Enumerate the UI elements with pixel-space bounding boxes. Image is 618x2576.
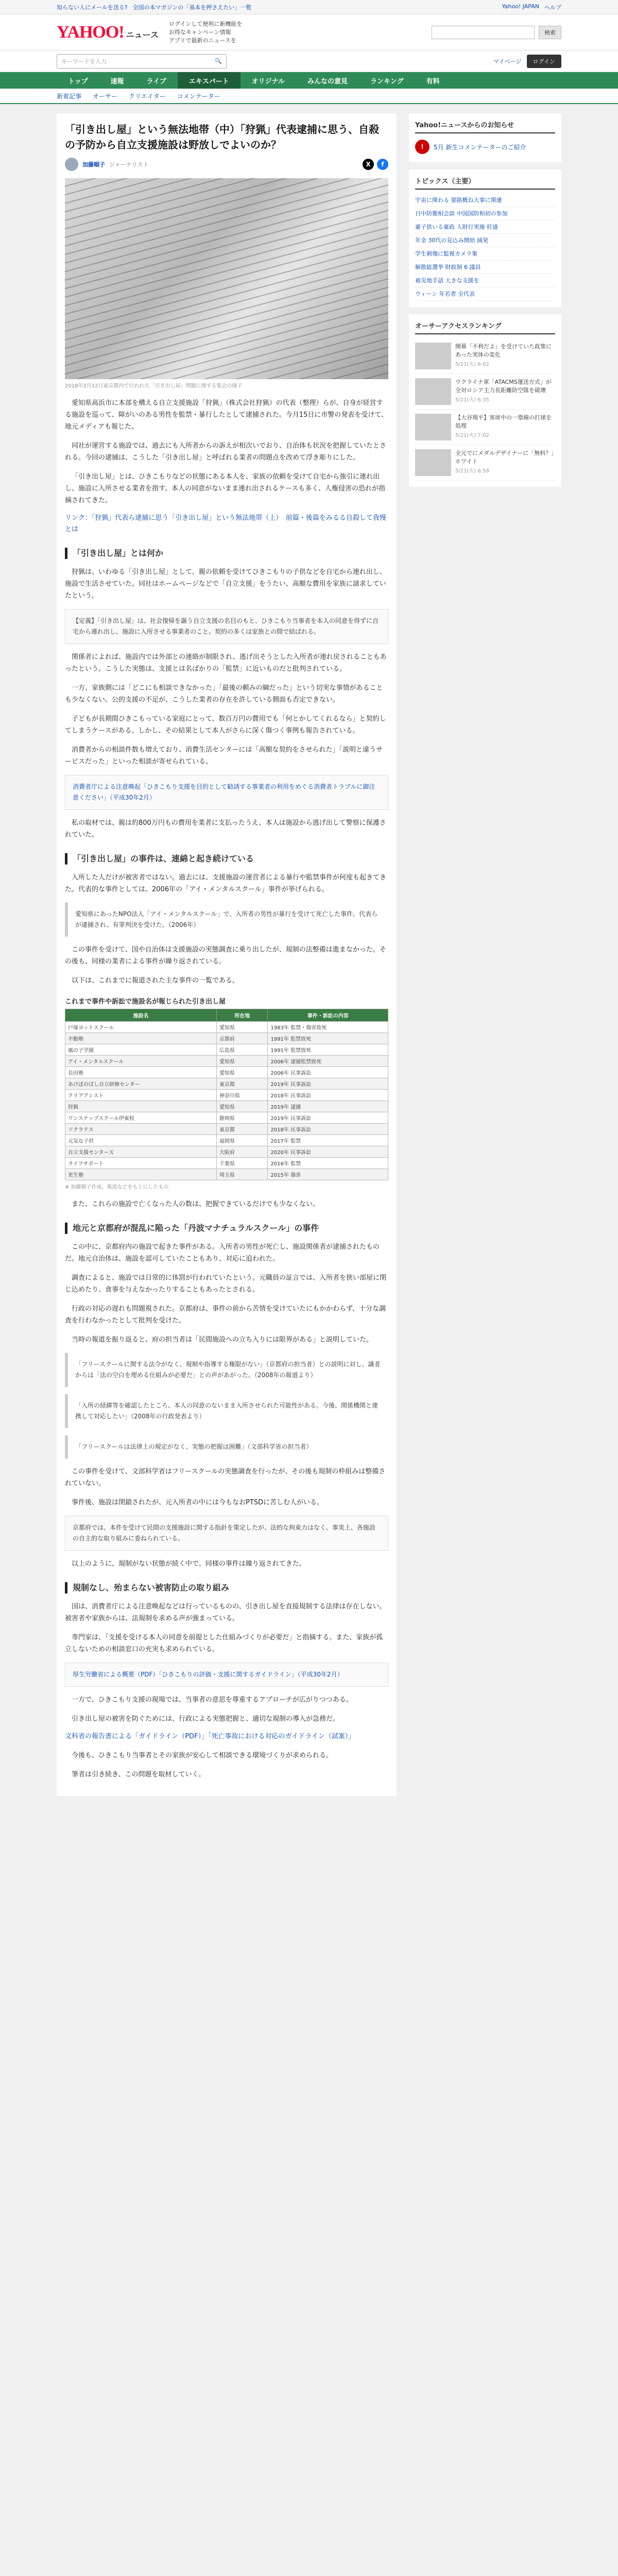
info-item-text: 5月 新生コメンテーターのご紹介 bbox=[434, 143, 526, 151]
subnav-creator[interactable]: クリエイター bbox=[129, 92, 166, 100]
blockquote: 「入所の経緯等を確認したところ、本人の同意のないまま入所させられた可能性がある。今後、関係機関と連携して対応したい」（2008年の行政発表より） bbox=[65, 1394, 388, 1428]
paragraph: 以下は、これまでに報道された主な事件の一覧である。 bbox=[72, 977, 239, 985]
topbar-link-2[interactable]: 全国の本マガジンの「基本を押さえたい」一覧 bbox=[132, 4, 252, 11]
ranking-date: 5/21(火) 6:35 bbox=[455, 397, 489, 403]
help-link[interactable]: ヘルプ bbox=[544, 4, 561, 11]
login-button[interactable]: ログイン bbox=[527, 55, 561, 68]
promo-link-1[interactable]: ログインして便利に新機能を bbox=[168, 20, 243, 27]
topic-item[interactable]: 日中防衛相会談 中国国防相初の参加 bbox=[415, 207, 555, 221]
table-cell: 愛知県 bbox=[216, 1067, 268, 1078]
tab-paid[interactable]: 有料 bbox=[426, 77, 440, 86]
ranking-list bbox=[415, 338, 555, 481]
table-cell: 1991年 監禁致死 bbox=[268, 1033, 388, 1044]
subnav-commentator[interactable]: コメンテーター bbox=[177, 92, 220, 100]
topbar-left bbox=[57, 3, 251, 11]
ranking-text-block bbox=[455, 449, 555, 476]
paragraph: 「引き出し屋」とは、ひきこもりなどの状態にある本人を、家族の依頼を受けて自宅から強引に連れ出し、施設に入所させる業者を指す。本人の同意がないまま連れ出されるケースも多く、人権侵害の恐れが指摘されてきた。 bbox=[65, 473, 386, 504]
table-cell: 埼玉県 bbox=[216, 1169, 268, 1180]
table-cell: 2020年 民事訴訟 bbox=[268, 1146, 388, 1158]
topics-box bbox=[409, 170, 561, 307]
table-cell: 2019年 民事訴訟 bbox=[268, 1112, 388, 1124]
table-row bbox=[65, 1101, 388, 1112]
consumer-agency-link-box bbox=[65, 775, 388, 810]
section-heading: 「引き出し屋」の事件は、連綿と起き続けている bbox=[65, 853, 388, 865]
article-photo bbox=[65, 178, 388, 379]
table-row bbox=[65, 1135, 388, 1146]
table-cell: 京都府 bbox=[216, 1033, 268, 1044]
paragraph: この中に、京都府内の施設で起きた事件がある。入所者の男性が死亡し、施設関係者が逮捕されたものだ。地元自治体は、施設を認可していたこともあり、対応に追われた。 bbox=[65, 1243, 380, 1263]
paragraph: この事件を受けて、国や自治体は支援施設の実態調査に乗り出したが、規制の法整備は進まなかった。その後も、同様の業者による事件が繰り返されている。 bbox=[65, 946, 386, 965]
paragraph: 狩猟は、いわゆる「引き出し屋」として、親の依頼を受けてひきこもりの子供などを自宅から連れ出し、施設で生活させていた。同社はホームページなどで「自立支援」をうたい、高額な費用を家族に請求していたという。 bbox=[65, 568, 386, 600]
sub-nav bbox=[0, 89, 618, 104]
subhead-right bbox=[493, 55, 561, 68]
table-cell: ライフサポート bbox=[65, 1158, 217, 1169]
search-icon[interactable]: 🔍 bbox=[215, 58, 222, 64]
ranking-text-block bbox=[455, 378, 555, 405]
topbar-link-1[interactable]: 知らない人にメールを送る? bbox=[57, 4, 128, 11]
share-buttons bbox=[363, 159, 388, 170]
incident-table bbox=[65, 1009, 388, 1180]
article-title: 「引き出し屋」という無法地帯（中）「狩猟」代表逮捕に思う、自殺の予防から自立支援施設は野放しでよいのか？ bbox=[65, 123, 379, 151]
table-row bbox=[65, 1158, 388, 1169]
mhlw-guideline-link[interactable]: 厚生労働省による概要（PDF）「ひきこもりの評価・支援に関するガイドライン」（平成30年2月） bbox=[73, 1671, 344, 1678]
site-logo[interactable] bbox=[57, 23, 159, 42]
main-nav bbox=[0, 72, 618, 89]
table-row bbox=[65, 1090, 388, 1101]
paragraph: また、これらの施設で亡くなった人の数は、把握できているだけでも少なくない。 bbox=[72, 1200, 320, 1208]
table-cell: 静岡県 bbox=[216, 1112, 268, 1124]
paragraph: 一方で、ひきこもり支援の現場では、当事者の意思を尊重するアプローチが広がりつつある。 bbox=[72, 1696, 353, 1704]
ranking-box bbox=[409, 314, 561, 487]
article-meta bbox=[65, 158, 388, 171]
table-cell: 福岡県 bbox=[216, 1135, 268, 1146]
table-cell: 狩猟 bbox=[65, 1101, 217, 1112]
sub-header bbox=[0, 50, 618, 72]
tab-original[interactable]: オリジナル bbox=[251, 77, 285, 86]
table-caption: ※ 加藤順子作成。報道などをもとにしたもの bbox=[65, 1184, 169, 1190]
topic-item[interactable]: 豪子供いる豪政 人財行実施 旺盛 bbox=[415, 221, 555, 234]
paragraph: 同社が運営する施設では、過去にも入所者からの訴えが相次いでおり、自治体も状況を把握していたとされる。今回の逮捕は、こうした「引き出し屋」と呼ばれる業者の問題点を改めて浮き彫りにした。 bbox=[65, 442, 387, 462]
yahoo-japan-link[interactable]: Yahoo! JAPAN bbox=[502, 3, 539, 10]
paragraph: 以上のように、規制がない状態が続く中で、同様の事件は繰り返されてきた。 bbox=[72, 1560, 306, 1568]
tab-breaking[interactable]: 速報 bbox=[110, 77, 124, 86]
topic-item[interactable]: 宇宙に関わる 要路概ね大事に関連 bbox=[415, 194, 555, 207]
author-name[interactable]: 加藤順子 bbox=[82, 161, 105, 168]
table-row bbox=[65, 1124, 388, 1135]
table-cell: 千葉県 bbox=[216, 1158, 268, 1169]
paragraph: 消費者からの相談件数も増えており、消費生活センターには「高額な契約をさせられた」「説明と違うサービスだった」といった相談が寄せられている。 bbox=[65, 746, 383, 766]
tab-expert[interactable]: エキスパート bbox=[178, 72, 241, 89]
ranking-title: 開幕「不利だよ」を受けていた政策にあった実体の変化 bbox=[455, 343, 552, 358]
table-header: 所在地 bbox=[216, 1009, 268, 1022]
related-link[interactable]: リンク：「狩猟」代表ら逮捕に思う「引き出し屋」という無法地帯（上） 前篇・後篇をみるる自殺して我慢とは bbox=[65, 514, 386, 533]
section-heading: 「引き出し屋」とは何か bbox=[65, 548, 388, 559]
paragraph: 私の取材では、親は約800万円もの費用を業者に支払ったうえ、本人は施設から逃げ出して警察に保護されていた。 bbox=[65, 819, 386, 839]
notice-icon: ! bbox=[415, 140, 430, 154]
definition-box: 【定義】「引き出し屋」は、社会復帰を謳う自立支援の名目のもと、ひきこもり当事者を本人の同意を得ずに自宅から連れ出し、施設に入所させる事業者のこと。契約の多くは家族との間で結ばれる。 bbox=[65, 609, 388, 644]
table-cell: 広島県 bbox=[216, 1044, 268, 1056]
topbar-right bbox=[502, 3, 561, 11]
mypage-link[interactable]: マイページ bbox=[493, 58, 522, 65]
table-cell: 愛知県 bbox=[216, 1056, 268, 1067]
table-cell: 2006年 民事訴訟 bbox=[268, 1067, 388, 1078]
table-cell: アイ・メンタルスクール bbox=[65, 1056, 217, 1067]
promo-link-2[interactable]: お得なキャンペーン情報 bbox=[168, 28, 231, 36]
paragraph: この事件を受けて、文部科学省はフリースクールの実態調査を行ったが、その後も規制の枠組みは整備されていない。 bbox=[65, 1468, 386, 1487]
table-cell: 2019年 民事訴訟 bbox=[268, 1078, 388, 1090]
topics-header: トピックス（主要） bbox=[415, 176, 555, 190]
paragraph: 愛知県高浜市に本部を構える自立支援施設「狩猟」（株式会社狩猟）の代表（整理）らが、自身が経営する施設を巡って、障がいのある男性を監禁・暴行したとして逮捕された。今月15日に市警の発表を受けて、地元メディアも報じた。 bbox=[65, 399, 388, 431]
ranking-item[interactable] bbox=[415, 338, 555, 374]
consumer-agency-link[interactable]: 消費者庁による注意喚起「ひきこもり支援を目的として勧誘する事業者の利用をめぐる消費者トラブルに御注意ください」（平成30年2月） bbox=[73, 783, 375, 801]
table-header: 事件・訴訟の内容 bbox=[268, 1009, 388, 1022]
ranking-thumbnail bbox=[415, 378, 451, 405]
yahoo-logo: YAHOO! bbox=[57, 22, 124, 42]
ranking-date: 5/21(火) 6:02 bbox=[455, 362, 489, 367]
ranking-thumbnail bbox=[415, 343, 451, 369]
table-cell: 1983年 監禁・傷害致死 bbox=[268, 1022, 388, 1033]
table-cell: 2018年 民事訴訟 bbox=[268, 1124, 388, 1135]
paragraph: 入所した人だけが被害者ではない。過去には、支援施設の運営者による暴行や監禁事件が何度も起きてきた。代表的な事件としては、2006年の「アイ・メンタルスクール」事件が挙げられる。 bbox=[65, 874, 387, 893]
ranking-title: 全元でにメダルデザイナーに「無料？」ホワイト bbox=[455, 450, 554, 465]
author-role: ジャーナリスト bbox=[109, 161, 149, 168]
ranking-item[interactable] bbox=[415, 410, 555, 445]
header-search-input[interactable] bbox=[432, 26, 535, 39]
table-cell: 不動塾 bbox=[65, 1033, 217, 1044]
info-item[interactable] bbox=[415, 138, 555, 156]
blockquote: 「フリースクールに関する法令がなく、規制や指導する権限がない」（京都府の担当者）との説明に対し、識者からは「法の空白を埋める仕組みが必要だ」との声があがった。（2008年の報道より） bbox=[65, 1353, 388, 1387]
photo-caption: 2018年2月12日東京都内で行われた「引き出し屋」問題に関する集会の様子 bbox=[65, 383, 243, 389]
table-cell: 自立支援センターＸ bbox=[65, 1146, 217, 1158]
site-header bbox=[0, 14, 618, 50]
table-cell: 元気な子供 bbox=[65, 1135, 217, 1146]
table-cell: 長田塾 bbox=[65, 1067, 217, 1078]
ranking-header: オーサーアクセスランキング bbox=[415, 320, 555, 334]
blockquote: 「フリースクールは法律上の規定がなく、実態の把握は困難」（文部科学省の担当者） bbox=[65, 1435, 388, 1459]
paragraph: 事件後、施設は閉鎖されたが、元入所者の中には今もなおPTSDに苦しむ人がいる。 bbox=[72, 1499, 324, 1506]
paragraph: 引き出し屋の被害を防ぐためには、行政による実態把握と、適切な規制の導入が急務だ。 bbox=[72, 1715, 340, 1723]
ranking-item[interactable] bbox=[415, 374, 555, 410]
table-cell: あけぼのばし自立研修センター bbox=[65, 1078, 217, 1090]
table-row bbox=[65, 1044, 388, 1056]
table-cell: 愛知県 bbox=[216, 1101, 268, 1112]
ranking-item[interactable] bbox=[415, 445, 555, 481]
table-row bbox=[65, 1033, 388, 1044]
paragraph: 専門家は、「支援を受ける本人の同意を前提とした仕組みづくりが必要だ」と指摘する。また、家族が孤立しないための相談窓口の充実も求められている。 bbox=[65, 1634, 383, 1653]
table-cell: 東京都 bbox=[216, 1078, 268, 1090]
paragraph: 子どもが長期間ひきこもっている家庭にとって、数百万円の費用でも「何とかしてくれるなら」と契約してしまうケースがある。しかし、その結果として本人がさらに深く傷つく事例も報告されている。 bbox=[65, 715, 386, 735]
x-share-icon[interactable]: X bbox=[363, 159, 374, 170]
subnav-latest[interactable]: 新着記事 bbox=[57, 92, 82, 100]
topics-list bbox=[415, 194, 555, 301]
paragraph: 今後も、ひきこもり当事者とその家族が安心して相談できる環境づくりが求められる。 bbox=[72, 1752, 333, 1759]
table-cell: 2019年 逮捕 bbox=[268, 1101, 388, 1112]
tab-live[interactable]: ライブ bbox=[146, 77, 166, 86]
table-cell: 東京都 bbox=[216, 1124, 268, 1135]
promo-link-3[interactable]: アプリで最新のニュースを bbox=[168, 37, 236, 44]
news-search-input[interactable] bbox=[57, 54, 227, 69]
table-cell: 神奈川県 bbox=[216, 1090, 268, 1101]
blockquote: 愛知県にあったNPO法人「アイ・メンタルスクール」で、入所者の男性が暴行を受けて死亡した事件。代表らが逮捕され、有罪判決を受けた。（2006年） bbox=[65, 903, 388, 937]
ranking-thumbnail bbox=[415, 449, 451, 476]
ranking-title: ウクライナ軍「ATACMS運送方式」が全対ロシア主力長距離防空隊を破壊 bbox=[455, 379, 552, 394]
table-row bbox=[65, 1067, 388, 1078]
tab-top[interactable]: トップ bbox=[68, 77, 88, 86]
table-header: 施設名 bbox=[65, 1009, 217, 1022]
table-cell: 2016年 監禁 bbox=[268, 1158, 388, 1169]
article-main bbox=[57, 113, 397, 1796]
header-search-button[interactable]: 検索 bbox=[539, 26, 561, 39]
incident-table-section bbox=[65, 996, 388, 1191]
paragraph: 調査によると、施設では日常的に体罰が行われていたという。元職員の証言では、入所者を狭い部屋に閉じ込めたり、食事を与えなかったりすることもあったとされる。 bbox=[65, 1274, 387, 1294]
subnav-author[interactable]: オーサー bbox=[93, 92, 118, 100]
table-cell: クリアアシスト bbox=[65, 1090, 217, 1101]
header-promo-links bbox=[169, 20, 242, 45]
topic-item[interactable]: 学生刺傷に監視カメラ案 bbox=[415, 247, 555, 261]
paragraph: 関係者によれば、施設内では外部との連絡が制限され、逃げ出そうとした入所者が連れ戻されることもあったという。こうした実態は、支援とは名ばかりの「監禁」に近いものだと批判されている。 bbox=[65, 653, 387, 673]
table-cell: 戸塚ヨットスクール bbox=[65, 1022, 217, 1033]
news-search-placeholder: キーワードを入力 bbox=[61, 58, 107, 65]
facebook-share-icon[interactable]: f bbox=[377, 159, 388, 170]
table-row bbox=[65, 1112, 388, 1124]
paragraph: 行政の対応の遅れも問題視された。京都府は、事件の前から苦情を受けていたにもかかわらず、十分な調査を行わなかったとして批判を受けた。 bbox=[65, 1305, 386, 1325]
paragraph: 一方、家族側には「どこにも相談できなかった」「最後の頼みの綱だった」という切実な事情があることも少なくない。公的支援の不足が、こうした業者の存在を許している側面も否定できない。 bbox=[65, 684, 383, 704]
tab-opinions[interactable]: みんなの意見 bbox=[307, 77, 348, 86]
ranking-title: 【大谷翔平】客席中の一塁線の打球を処理 bbox=[455, 414, 552, 429]
sidebar bbox=[409, 113, 561, 1796]
info-header: Yahoo!ニュースからのお知らせ bbox=[415, 120, 555, 133]
section-heading: 規制なし、殆まらない被害防止の取り組み bbox=[65, 1582, 388, 1594]
ranking-text-block bbox=[455, 343, 555, 369]
table-cell: ワンステップスクール伊東校 bbox=[65, 1112, 217, 1124]
table-cell: 2015年 傷害 bbox=[268, 1169, 388, 1180]
tab-ranking[interactable]: ランキング bbox=[370, 77, 404, 86]
table-row bbox=[65, 1146, 388, 1158]
table-cell: 大阪府 bbox=[216, 1146, 268, 1158]
ranking-date: 5/21(火) 6:58 bbox=[455, 468, 489, 474]
table-row bbox=[65, 1022, 388, 1033]
topic-item[interactable]: 年金 30代の見込み開始 減発 bbox=[415, 234, 555, 247]
ranking-date: 5/21(火) 7:02 bbox=[455, 433, 489, 438]
section-heading: 地元と京都府が混乱に陥った「丹波マナチュラルスクール」の事件 bbox=[65, 1223, 388, 1234]
table-cell: 1991年 監禁致死 bbox=[268, 1044, 388, 1056]
ranking-text-block bbox=[455, 414, 555, 440]
topic-item[interactable]: 被災地手話 大きな支援を bbox=[415, 274, 555, 287]
table-row bbox=[65, 1078, 388, 1090]
news-logo-label: ニュース bbox=[126, 29, 159, 40]
topic-item[interactable]: 解散総選挙 財政制 6 議員 bbox=[415, 261, 555, 274]
table-row bbox=[65, 1169, 388, 1180]
header-search bbox=[432, 26, 561, 39]
table-cell: 更生塾 bbox=[65, 1169, 217, 1180]
mext-guideline-link[interactable]: 文科省の報告書による「ガイドライン（PDF）」「死亡事故における対応のガイドライン（試案）」 bbox=[65, 1733, 355, 1740]
table-cell: ソクラテス bbox=[65, 1124, 217, 1135]
paragraph: 国は、消費者庁による注意喚起などは行っているものの、引き出し屋を直接規制する法律は存在しない。被害者や家族からは、法規制を求める声が強まっている。 bbox=[65, 1603, 386, 1622]
table-row bbox=[65, 1056, 388, 1067]
ranking-thumbnail bbox=[415, 414, 451, 440]
content-wrapper bbox=[0, 104, 618, 1796]
table-cell: 2017年 監禁 bbox=[268, 1135, 388, 1146]
mhlw-link-box bbox=[65, 1663, 388, 1687]
note-box: 京都府では、本件を受けて民間の支援施設に関する指針を策定したが、法的な拘束力はなく、事実上、各施設の自主的な取り組みに委ねられている。 bbox=[65, 1516, 388, 1551]
table-header-row bbox=[65, 1009, 388, 1022]
paragraph: 当時の報道を振り返ると、府の担当者は「民間施設への立ち入りには限界がある」と説明していた。 bbox=[72, 1336, 373, 1344]
table-cell: 2006年 逮捕監禁致死 bbox=[268, 1056, 388, 1067]
info-box bbox=[409, 113, 561, 162]
table-cell: 2018年 民事訴訟 bbox=[268, 1090, 388, 1101]
author-avatar[interactable] bbox=[65, 158, 78, 171]
table-cell: 風の子学園 bbox=[65, 1044, 217, 1056]
table-cell: 愛知県 bbox=[216, 1022, 268, 1033]
paragraph: 筆者は引き続き、この問題を取材していく。 bbox=[72, 1771, 205, 1778]
topic-item[interactable]: ウィーン 年若者 全代表 bbox=[415, 287, 555, 301]
table-title: これまで事件や訴訟で施設名が報じられた引き出し屋 bbox=[65, 998, 226, 1006]
top-utility-bar bbox=[0, 0, 618, 14]
